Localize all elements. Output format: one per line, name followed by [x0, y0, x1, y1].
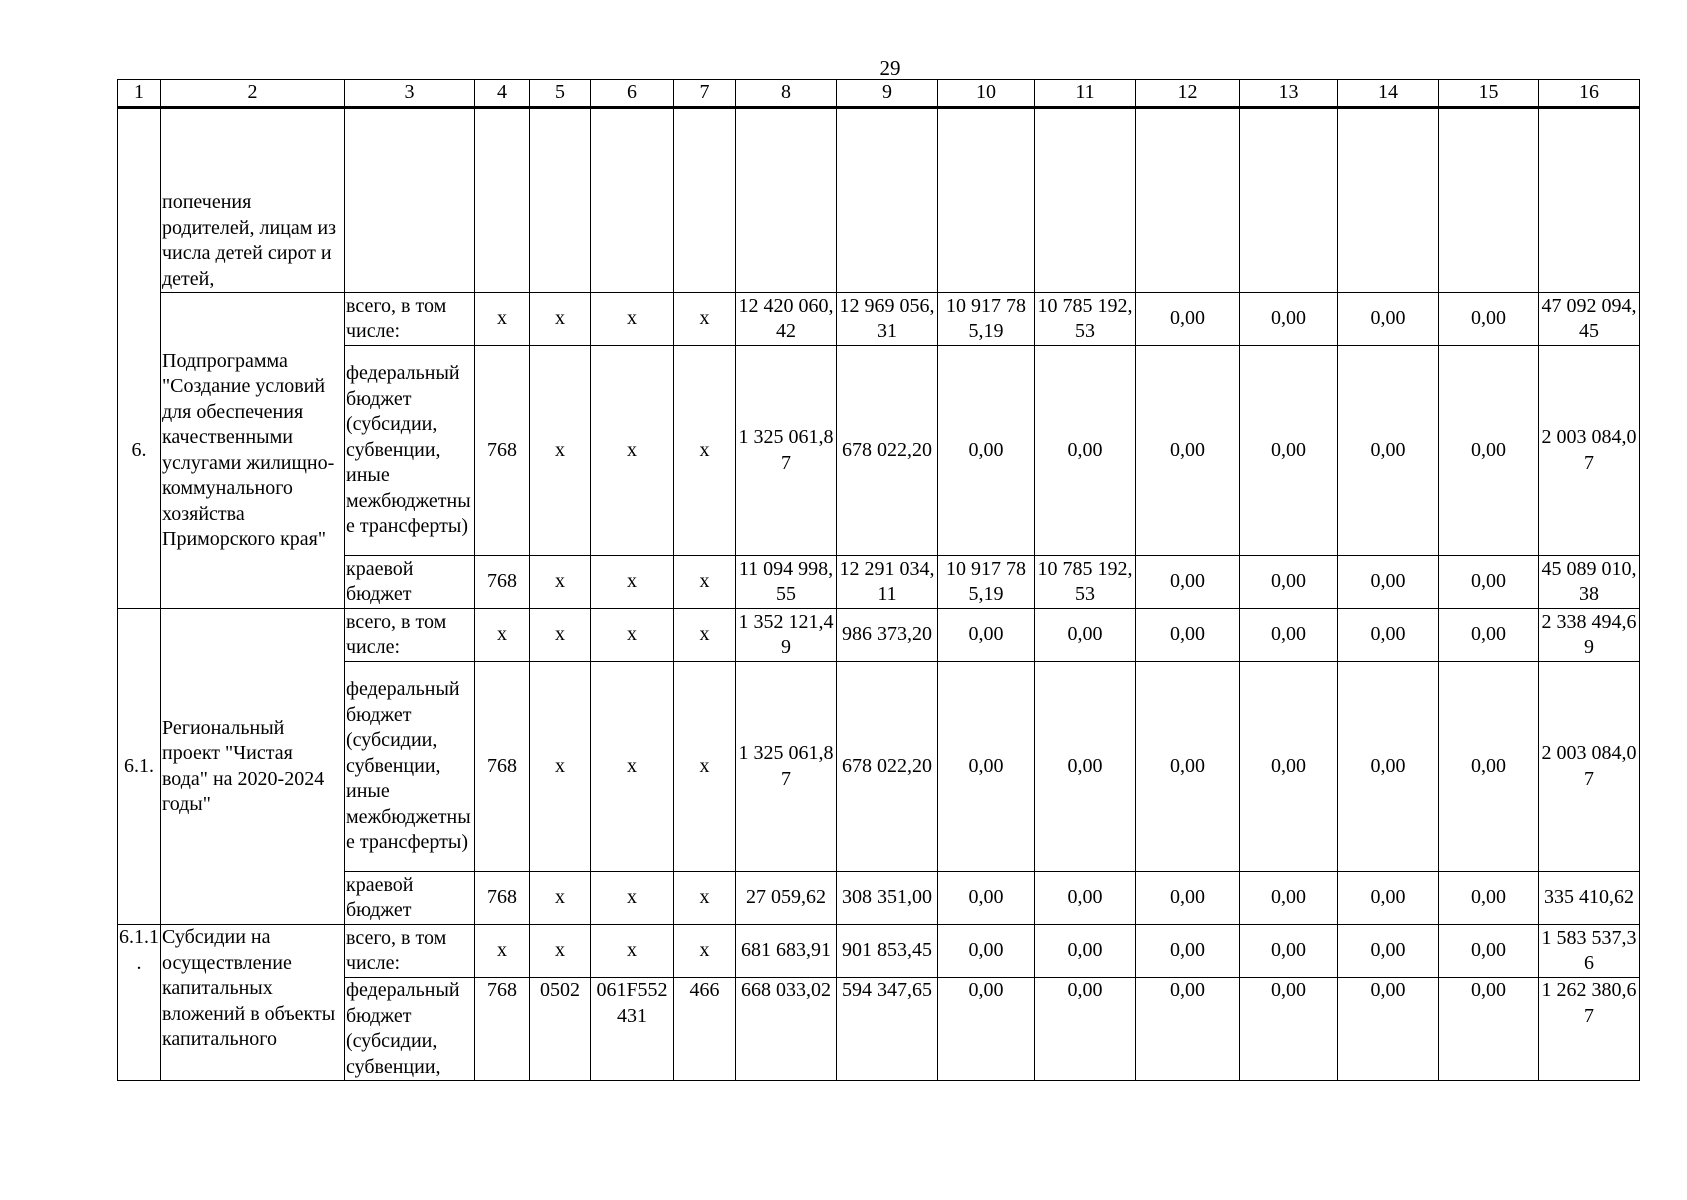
table-cell: 0,00 [1240, 346, 1338, 556]
column-header: 2 [161, 80, 345, 108]
program-name: Субсидии на осуществление капитальных вложений в объекты капитального [161, 925, 345, 1081]
table-cell: 768 [475, 872, 530, 925]
column-header: 13 [1240, 80, 1338, 108]
table-cell: 10 785 192,53 [1035, 293, 1136, 346]
column-header: 1 [118, 80, 161, 108]
table-cell: x [674, 556, 736, 609]
table-cell: x [674, 872, 736, 925]
table-cell [1338, 108, 1439, 293]
column-header: 4 [475, 80, 530, 108]
table-cell: x [530, 556, 591, 609]
table-cell: 12 291 034,11 [837, 556, 938, 609]
table-cell: 0,00 [1035, 925, 1136, 978]
table-cell: 0502 [530, 978, 591, 1081]
table-cell: 0,00 [1338, 662, 1439, 872]
table-cell: 0,00 [1338, 556, 1439, 609]
column-header: 9 [837, 80, 938, 108]
table-cell: x [674, 293, 736, 346]
table-cell: 0,00 [1439, 346, 1539, 556]
table-cell: 0,00 [1136, 872, 1240, 925]
table-cell: x [674, 925, 736, 978]
table-cell: 1 262 380,67 [1539, 978, 1640, 1081]
table-cell: x [475, 609, 530, 662]
table-cell: 1 352 121,49 [736, 609, 837, 662]
table-cell [1035, 108, 1136, 293]
table-cell: 0,00 [1035, 609, 1136, 662]
page-number: 29 [879, 56, 901, 80]
table-row [118, 609, 1640, 662]
table-cell: 0,00 [1035, 978, 1136, 1081]
table-cell: 0,00 [1240, 609, 1338, 662]
column-header: 11 [1035, 80, 1136, 108]
column-header: 5 [530, 80, 591, 108]
table-cell: x [530, 609, 591, 662]
row-number: 6.1.1. [118, 925, 161, 1081]
table-cell [1439, 108, 1539, 293]
table-cell [345, 108, 475, 293]
table-cell: 10 785 192,53 [1035, 556, 1136, 609]
program-name: Региональный проект "Чистая вода" на 2020-2024 годы" [161, 609, 345, 925]
table-row [118, 346, 1640, 556]
program-name: Подпрограмма "Создание условий для обеспечения качественными услугами жилищно-коммунального хозяйства Приморского края" [161, 293, 345, 609]
table-row [118, 872, 1640, 925]
table-cell [736, 108, 837, 293]
table-cell: 768 [475, 662, 530, 872]
table-cell [475, 108, 530, 293]
table-cell: 0,00 [938, 872, 1035, 925]
table-cell: 335 410,62 [1539, 872, 1640, 925]
funding-source: краевой бюджет [345, 556, 475, 609]
table-cell: 0,00 [938, 925, 1035, 978]
table-cell [1136, 108, 1240, 293]
table-cell: x [475, 293, 530, 346]
row-number: 6.1. [118, 609, 161, 925]
funding-source: федеральный бюджет (субсидии, субвенции, иные межбюджетные трансферты) [345, 346, 475, 556]
table-cell: 1 325 061,87 [736, 662, 837, 872]
table-cell: 678 022,20 [837, 662, 938, 872]
table-cell: x [591, 872, 674, 925]
table-cell: 2 003 084,07 [1539, 662, 1640, 872]
budget-table [117, 79, 1640, 1081]
table-cell [674, 108, 736, 293]
table-cell: 0,00 [1338, 293, 1439, 346]
table-cell: 0,00 [1338, 872, 1439, 925]
table-cell: 768 [475, 978, 530, 1081]
table-row [118, 925, 1640, 978]
table-cell: 10 917 785,19 [938, 556, 1035, 609]
table-cell: 0,00 [1338, 609, 1439, 662]
table-cell: 768 [475, 346, 530, 556]
table-cell: 0,00 [938, 662, 1035, 872]
table-cell: 594 347,65 [837, 978, 938, 1081]
column-header: 3 [345, 80, 475, 108]
table-cell: 681 683,91 [736, 925, 837, 978]
table-cell [837, 108, 938, 293]
table-cell: 0,00 [1439, 978, 1539, 1081]
table-cell: 0,00 [1439, 872, 1539, 925]
table-cell: 668 033,02 [736, 978, 837, 1081]
table-cell: 0,00 [1439, 925, 1539, 978]
table-cell: 308 351,00 [837, 872, 938, 925]
table-row [118, 662, 1640, 872]
table-cell [118, 108, 161, 293]
table-cell: 0,00 [1338, 346, 1439, 556]
continuation-text: попечения родителей, лицам из числа детей сирот и детей, [161, 108, 345, 293]
column-header: 14 [1338, 80, 1439, 108]
table-cell: x [475, 925, 530, 978]
funding-source: всего, в том числе: [345, 925, 475, 978]
column-header: 15 [1439, 80, 1539, 108]
table-cell [591, 108, 674, 293]
table-cell: 901 853,45 [837, 925, 938, 978]
table-cell: 2 003 084,07 [1539, 346, 1640, 556]
table-cell: 11 094 998,55 [736, 556, 837, 609]
funding-source: краевой бюджет [345, 872, 475, 925]
column-header: 8 [736, 80, 837, 108]
table-cell: 0,00 [938, 978, 1035, 1081]
table-cell [1240, 108, 1338, 293]
table-cell: 466 [674, 978, 736, 1081]
table-cell: x [591, 609, 674, 662]
column-number-row [118, 80, 1640, 108]
table-cell: 0,00 [1136, 978, 1240, 1081]
table-cell: x [591, 925, 674, 978]
table-cell: 0,00 [1136, 346, 1240, 556]
table-cell: x [591, 556, 674, 609]
funding-source: всего, в том числе: [345, 609, 475, 662]
table-cell: 0,00 [1439, 662, 1539, 872]
table-cell: 061F552431 [591, 978, 674, 1081]
table-cell: 0,00 [938, 609, 1035, 662]
table-cell: 0,00 [1035, 872, 1136, 925]
column-header: 10 [938, 80, 1035, 108]
table-cell: 0,00 [1035, 662, 1136, 872]
column-header: 7 [674, 80, 736, 108]
table-cell: 0,00 [1136, 662, 1240, 872]
table-cell: 2 338 494,69 [1539, 609, 1640, 662]
table-cell: 0,00 [1439, 293, 1539, 346]
column-header: 6 [591, 80, 674, 108]
table-cell: 0,00 [1240, 872, 1338, 925]
table-cell: 0,00 [1136, 609, 1240, 662]
table-cell: 47 092 094,45 [1539, 293, 1640, 346]
table-cell: 768 [475, 556, 530, 609]
funding-source: федеральный бюджет (субсидии, субвенции, [345, 978, 475, 1081]
table-cell: 0,00 [1240, 556, 1338, 609]
table-cell [938, 108, 1035, 293]
table-cell: 0,00 [1136, 556, 1240, 609]
funding-source: федеральный бюджет (субсидии, субвенции, иные межбюджетные трансферты) [345, 662, 475, 872]
table-row [118, 978, 1640, 1081]
table-cell: x [591, 293, 674, 346]
table-cell: x [674, 346, 736, 556]
table-cell: 986 373,20 [837, 609, 938, 662]
table-cell: 10 917 785,19 [938, 293, 1035, 346]
table-cell: 0,00 [938, 346, 1035, 556]
table-cell: 0,00 [1136, 925, 1240, 978]
table-row [118, 556, 1640, 609]
table-cell: 12 420 060,42 [736, 293, 837, 346]
table-cell: 0,00 [1136, 293, 1240, 346]
table-cell: x [674, 662, 736, 872]
table-cell: x [591, 662, 674, 872]
table-cell: 0,00 [1439, 609, 1539, 662]
table-cell: x [591, 346, 674, 556]
table-cell: x [530, 925, 591, 978]
column-header: 12 [1136, 80, 1240, 108]
table-cell: 27 059,62 [736, 872, 837, 925]
row-number: 6. [118, 293, 161, 609]
table-cell: x [530, 872, 591, 925]
table-cell: 1 583 537,36 [1539, 925, 1640, 978]
table-cell: 0,00 [1240, 662, 1338, 872]
table-cell: x [530, 293, 591, 346]
table-cell: 12 969 056,31 [837, 293, 938, 346]
table-cell: 678 022,20 [837, 346, 938, 556]
table-cell: 0,00 [1240, 978, 1338, 1081]
table-cell: 0,00 [1338, 925, 1439, 978]
table-cell: x [674, 609, 736, 662]
table-cell [1539, 108, 1640, 293]
table-cell: 0,00 [1338, 978, 1439, 1081]
table-cell: 0,00 [1240, 925, 1338, 978]
table-cell: 0,00 [1439, 556, 1539, 609]
table-cell: x [530, 346, 591, 556]
table-cell: 45 089 010,38 [1539, 556, 1640, 609]
table-cell: 0,00 [1035, 346, 1136, 556]
column-header: 16 [1539, 80, 1640, 108]
table-row [118, 293, 1640, 346]
funding-source: всего, в том числе: [345, 293, 475, 346]
table-cell: x [530, 662, 591, 872]
continuation-row [118, 108, 1640, 293]
table-cell: 1 325 061,87 [736, 346, 837, 556]
table-cell [530, 108, 591, 293]
table-cell: 0,00 [1240, 293, 1338, 346]
